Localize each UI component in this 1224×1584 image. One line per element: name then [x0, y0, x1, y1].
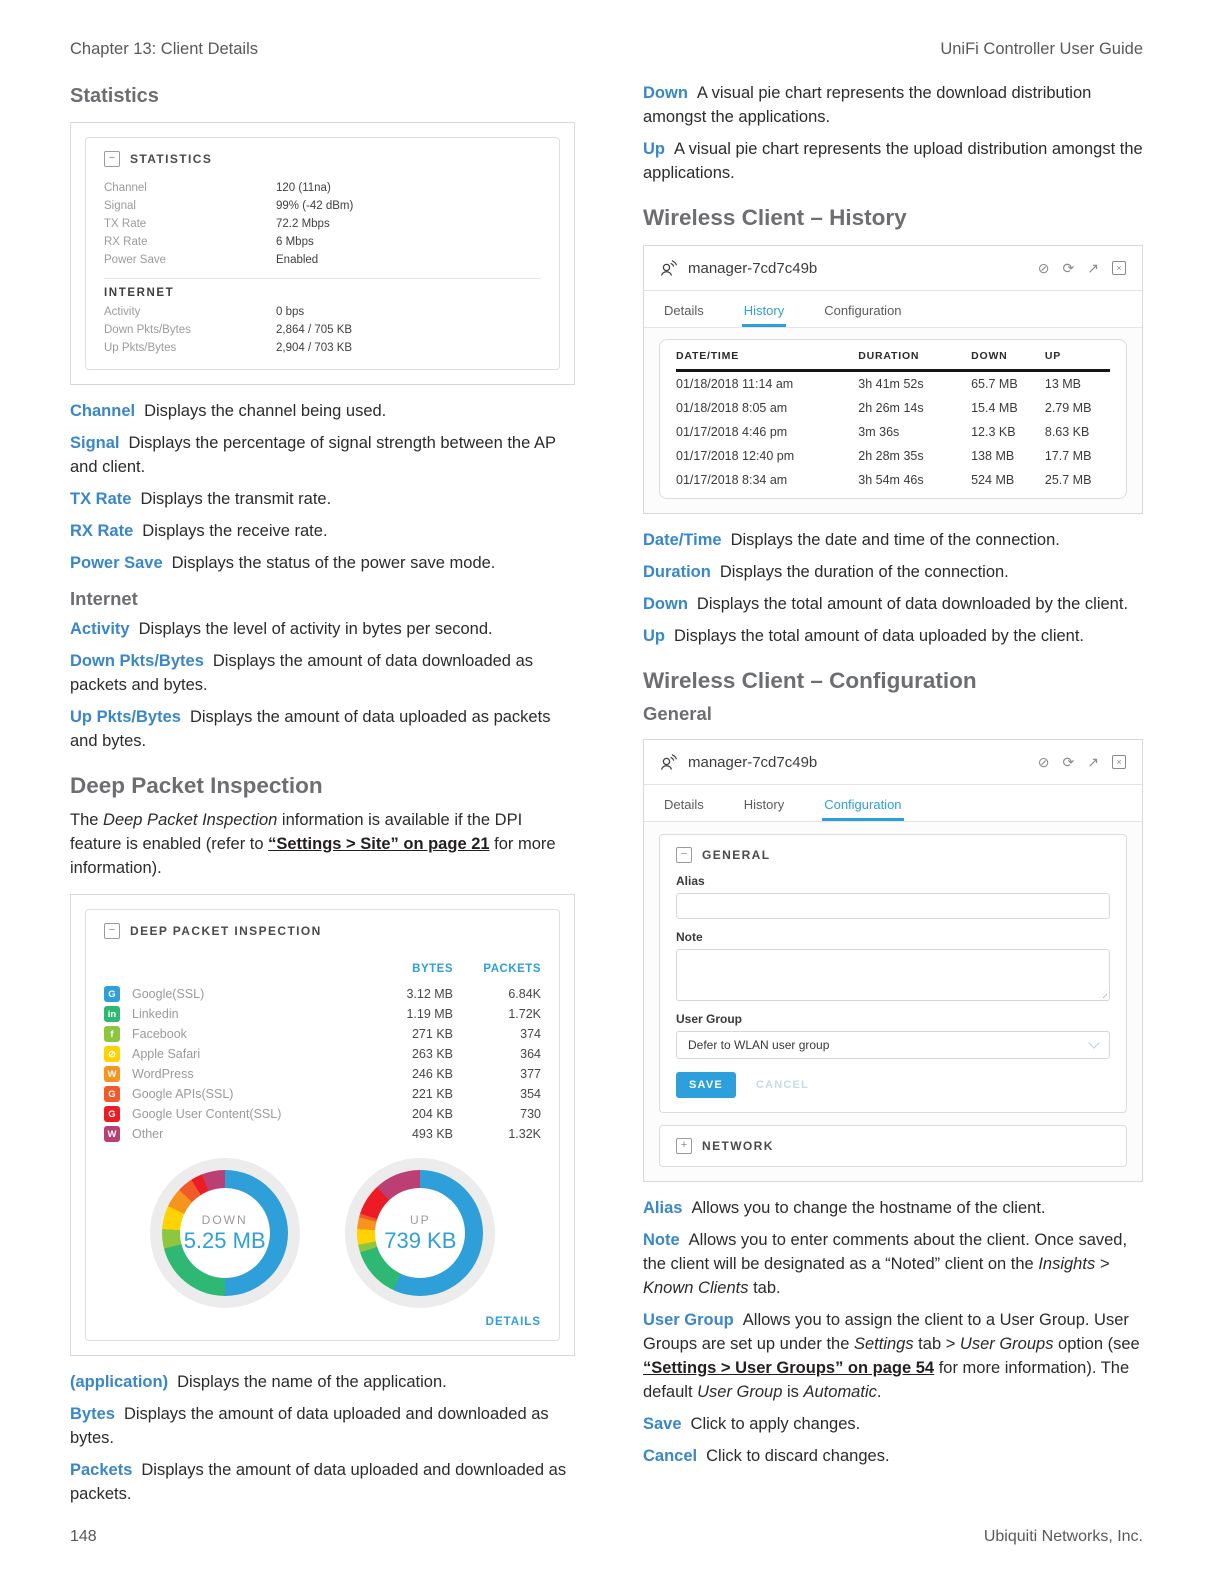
text-run: Displays the amount of data uploaded and downloaded as bytes. — [70, 1405, 549, 1447]
network-section-header — [676, 1138, 1110, 1154]
header-guide-title: UniFi Controller User Guide — [940, 40, 1143, 58]
definition — [70, 1370, 575, 1394]
history-cell: 8.63 KB — [1044, 425, 1090, 439]
definition-term: Up — [643, 627, 665, 645]
stat-row-label: Power Save — [104, 254, 167, 266]
application-icon: W — [104, 1066, 120, 1082]
packets-column-header: PACKETS — [483, 963, 541, 975]
application-name: Google(SSL) — [132, 986, 205, 1001]
history-cell: 25.7 MB — [1044, 473, 1092, 487]
history-cell: 2.79 MB — [1044, 401, 1092, 415]
text-run: Click to apply changes. — [690, 1415, 861, 1433]
dpi-donut-charts — [104, 1158, 541, 1308]
resize-grip-icon — [1099, 990, 1107, 998]
history-row — [676, 420, 1110, 444]
history-column-header: DURATION — [858, 340, 971, 371]
collapse-icon: − — [104, 923, 120, 939]
dpi-panel-title: DEEP PACKET INSPECTION — [130, 924, 322, 938]
internet-stat-row-label: Activity — [104, 306, 141, 318]
text-run: Displays the percentage of signal strength between the AP and client. — [70, 434, 556, 476]
history-cell: 15.4 MB — [971, 401, 1018, 415]
heading-statistics: Statistics — [70, 85, 159, 107]
italic-text-run: Insights > Known Clients — [643, 1255, 1110, 1297]
definition-term: Packets — [70, 1461, 133, 1479]
definition-text — [144, 402, 386, 420]
history-cell: 01/18/2018 11:14 am — [676, 377, 794, 391]
definition-text — [643, 1231, 1127, 1297]
block-client-icon: ⊘ — [1037, 260, 1050, 276]
application-icon: W — [104, 1126, 120, 1142]
definition-term: Signal — [70, 434, 120, 452]
text-run: A visual pie chart represents the upload distribution amongst the applications. — [643, 140, 1143, 182]
definition-term: Alias — [643, 1199, 683, 1217]
application-bytes: 221 KB — [411, 1087, 453, 1101]
application-name: Facebook — [132, 1026, 187, 1041]
definition-term: Note — [643, 1231, 680, 1249]
dpi-application-row — [104, 1044, 541, 1064]
heading-general: General — [643, 703, 712, 724]
definition — [70, 1402, 575, 1450]
configuration-definitions — [643, 1196, 1143, 1468]
definition-text — [70, 1405, 549, 1447]
definition-text — [697, 595, 1128, 613]
history-cell: 65.7 MB — [971, 377, 1018, 391]
history-cell: 2h 28m 35s — [858, 449, 924, 463]
definition — [643, 560, 1143, 584]
text-run: Displays the channel being used. — [144, 402, 387, 420]
alias-input — [676, 893, 1110, 919]
dpi-application-row — [104, 1104, 541, 1124]
definition-term: User Group — [643, 1311, 734, 1329]
form-buttons — [676, 1072, 1110, 1098]
text-run: Displays the level of activity in bytes per second. — [138, 620, 493, 638]
definition-term: RX Rate — [70, 522, 134, 540]
dpi-definitions — [70, 1370, 575, 1506]
internet-stat-row-label: Down Pkts/Bytes — [104, 324, 191, 336]
application-bytes: 263 KB — [411, 1047, 453, 1061]
application-icon: in — [104, 1006, 120, 1022]
two-column-layout — [0, 59, 1224, 1514]
definition-term: (application) — [70, 1373, 169, 1391]
dpi-application-row — [104, 1004, 541, 1024]
stat-row — [104, 233, 541, 251]
definition — [643, 137, 1143, 185]
definition-text — [139, 620, 493, 638]
definition — [70, 399, 575, 423]
text-run: for more information). — [70, 835, 556, 877]
upload-donut-value: 739 KB — [384, 1227, 457, 1253]
definition — [643, 1444, 1143, 1468]
definition-term: Duration — [643, 563, 711, 581]
stat-row-value: 120 (11na) — [276, 182, 331, 194]
text-run: Displays the date and time of the connection. — [730, 531, 1060, 549]
text-run: Allows you to assign the client to a User Group. User Groups are set up under the — [643, 1311, 1129, 1353]
text-run: Displays the duration of the connection. — [719, 563, 1009, 581]
dpi-panel-header — [104, 923, 541, 939]
text-run: is — [782, 1383, 804, 1401]
application-icon: G — [104, 1086, 120, 1102]
configuration-screenshot — [643, 739, 1143, 1182]
application-packets: 730 — [520, 1107, 541, 1121]
user-group-select — [676, 1031, 1110, 1059]
wireless-client-icon — [660, 753, 678, 771]
application-name: Google APIs(SSL) — [132, 1086, 234, 1101]
text-run: Displays the total amount of data uploaded by the client. — [674, 627, 1085, 645]
popout-icon: ↗ — [1087, 260, 1099, 276]
tab-details: Details — [664, 303, 704, 318]
definition-term: Bytes — [70, 1405, 115, 1423]
statistics-rows — [104, 179, 541, 269]
definition — [643, 1196, 1143, 1220]
history-column-header: DATE/TIME — [676, 340, 858, 371]
definition-text — [177, 1373, 447, 1391]
text-run: Allows you to enter comments about the client. Once saved, the client will be designated as a “Noted” client on the — [643, 1231, 1128, 1273]
application-bytes: 3.12 MB — [406, 987, 453, 1001]
text-run: . — [876, 1383, 882, 1401]
download-donut-ring — [162, 1170, 288, 1296]
history-cell: 01/18/2018 8:05 am — [676, 401, 788, 415]
definition — [643, 1228, 1143, 1300]
stat-row-label: RX Rate — [104, 236, 148, 248]
definition-text — [674, 627, 1084, 645]
text-run: Displays the transmit rate. — [140, 490, 332, 508]
heading-wireless-client-configuration: Wireless Client – Configuration — [643, 668, 977, 693]
internet-definitions — [70, 617, 575, 753]
definition-term: Up Pkts/Bytes — [70, 708, 181, 726]
history-cell: 01/17/2018 4:46 pm — [676, 425, 788, 439]
user-group-label: User Group — [676, 1012, 743, 1026]
internet-stat-row-value: 0 bps — [276, 306, 305, 318]
client-properties-window — [644, 740, 1142, 1167]
client-name: manager-7cd7c49b — [688, 753, 818, 771]
upload-donut-label: UP — [409, 1212, 431, 1227]
definition-term: TX Rate — [70, 490, 132, 508]
definition-text — [70, 434, 556, 476]
close-icon: × — [1112, 261, 1126, 275]
definition — [643, 81, 1143, 129]
history-cell: 3m 36s — [858, 425, 900, 439]
history-cell: 13 MB — [1044, 377, 1082, 391]
page-number: 148 — [70, 1528, 97, 1545]
window-actions — [1038, 261, 1126, 275]
definition-term: Activity — [70, 620, 130, 638]
text-run: Displays the amount of data uploaded as packets and bytes. — [70, 708, 551, 750]
text-run: tab > — [913, 1335, 960, 1353]
application-name: Linkedin — [132, 1006, 179, 1021]
dpi-application-list — [104, 984, 541, 1144]
definition-term: Channel — [70, 402, 136, 420]
heading-dpi: Deep Packet Inspection — [70, 773, 323, 798]
pie-chart-definitions — [643, 81, 1143, 185]
statistics-definitions — [70, 399, 575, 575]
internet-section-title: INTERNET — [104, 287, 175, 299]
internet-stat-row-value: 2,864 / 705 KB — [276, 324, 353, 336]
history-row — [676, 468, 1110, 492]
dpi-application-row — [104, 1024, 541, 1044]
statistics-panel-header — [104, 151, 541, 167]
text-run: Displays the total amount of data downloaded by the client. — [696, 595, 1129, 613]
stat-row — [104, 179, 541, 197]
history-column-header: DOWN — [971, 340, 1045, 371]
definition-term: Down Pkts/Bytes — [70, 652, 204, 670]
publisher: Ubiquiti Networks, Inc. — [983, 1528, 1143, 1545]
history-column-header: UP — [1045, 340, 1110, 371]
window-titlebar — [644, 740, 1142, 785]
definition — [70, 705, 575, 753]
application-name: Apple Safari — [132, 1046, 201, 1061]
network-section-title: NETWORK — [702, 1139, 774, 1153]
window-tabs — [644, 785, 1142, 822]
stat-row-label: Signal — [104, 200, 136, 212]
application-packets: 364 — [520, 1047, 541, 1061]
dpi-screenshot — [70, 894, 575, 1356]
stat-row-label: TX Rate — [104, 218, 147, 230]
stat-row-value: Enabled — [276, 254, 319, 266]
client-name: manager-7cd7c49b — [688, 259, 818, 277]
definition — [70, 487, 575, 511]
dpi-column-headers — [104, 963, 541, 975]
download-donut-chart — [150, 1158, 300, 1308]
close-icon: × — [1112, 755, 1126, 769]
text-run: Allows you to change the hostname of the client. — [691, 1199, 1046, 1217]
stat-row-value: 72.2 Mbps — [276, 218, 330, 230]
window-tabs — [644, 291, 1142, 328]
application-bytes: 493 KB — [411, 1127, 453, 1141]
internet-stat-row — [104, 303, 541, 321]
general-section — [659, 834, 1127, 1113]
tab-configuration: Configuration — [822, 785, 903, 821]
application-bytes: 1.19 MB — [406, 1007, 453, 1021]
application-packets: 374 — [520, 1027, 541, 1041]
statistics-panel — [85, 137, 560, 370]
reconnect-icon: ⟳ — [1062, 260, 1075, 276]
tab-history: History — [742, 291, 786, 327]
divider — [104, 278, 541, 279]
definition-text — [691, 1415, 861, 1433]
alias-label: Alias — [676, 874, 705, 888]
note-textarea — [676, 949, 1110, 1001]
internet-rows — [104, 303, 541, 357]
definition — [70, 431, 575, 479]
block-client-icon: ⊘ — [1037, 754, 1050, 770]
definition-term: Power Save — [70, 554, 163, 572]
definition-term: Cancel — [643, 1447, 698, 1465]
definition-text — [172, 554, 496, 572]
history-cell: 2h 26m 14s — [858, 401, 924, 415]
text-run: A visual pie chart represents the download distribution amongst the applications. — [643, 84, 1092, 126]
heading-wireless-client-history: Wireless Client – History — [643, 205, 907, 230]
definition-text — [731, 531, 1060, 549]
definition — [643, 1412, 1143, 1436]
history-cell: 12.3 KB — [971, 425, 1016, 439]
history-cell: 01/17/2018 12:40 pm — [676, 449, 795, 463]
save-button: SAVE — [676, 1072, 736, 1098]
italic-text-run: User Groups — [959, 1335, 1054, 1353]
text-run: Displays the name of the application. — [177, 1373, 447, 1391]
text-run: Displays the receive rate. — [142, 522, 328, 540]
application-packets: 1.32K — [508, 1127, 541, 1141]
definition-term: Down — [643, 595, 688, 613]
italic-text-run: User Group — [697, 1383, 783, 1401]
upload-donut-ring — [357, 1170, 483, 1296]
definition — [70, 649, 575, 697]
definition — [643, 528, 1143, 552]
application-packets: 354 — [520, 1087, 541, 1101]
tab-configuration: Configuration — [824, 303, 902, 318]
upload-donut-chart — [345, 1158, 495, 1308]
reconnect-icon: ⟳ — [1062, 754, 1075, 770]
general-section-title: GENERAL — [702, 848, 771, 862]
history-row — [676, 396, 1110, 420]
dpi-intro-paragraph — [70, 808, 575, 880]
application-packets: 377 — [520, 1067, 541, 1081]
details-link: DETAILS — [485, 1316, 541, 1328]
application-name: Google User Content(SSL) — [132, 1106, 282, 1121]
internet-stat-row-label: Up Pkts/Bytes — [104, 342, 177, 354]
dpi-panel — [85, 909, 560, 1341]
text-run: information is available if the DPI feature is enabled (refer to — [70, 811, 523, 853]
italic-text-run: Deep Packet Inspection — [103, 811, 278, 829]
user-group-selected-value: Defer to WLAN user group — [688, 1038, 830, 1052]
dpi-application-row — [104, 1064, 541, 1084]
window-actions — [1038, 755, 1126, 769]
text-run: Displays the amount of data uploaded and downloaded as packets. — [70, 1461, 567, 1503]
tab-history: History — [743, 797, 785, 812]
client-properties-window — [644, 246, 1142, 499]
tab-details: Details — [664, 797, 704, 812]
download-donut-label: DOWN — [201, 1212, 248, 1227]
upload-donut-center — [375, 1188, 465, 1278]
cancel-button: CANCEL — [755, 1079, 809, 1091]
history-cell: 01/17/2018 8:34 am — [676, 473, 788, 487]
application-bytes: 204 KB — [411, 1107, 453, 1121]
network-section — [659, 1125, 1127, 1167]
download-donut-value: 5.25 MB — [183, 1227, 266, 1253]
stat-row — [104, 215, 541, 233]
definition-text — [643, 84, 1091, 126]
application-bytes: 246 KB — [411, 1067, 453, 1081]
history-screenshot — [643, 245, 1143, 514]
text-run: Click to discard changes. — [706, 1447, 890, 1465]
application-packets: 1.72K — [508, 1007, 541, 1021]
internet-stat-row-value: 2,904 / 703 KB — [276, 342, 353, 354]
text-run: tab. — [748, 1279, 781, 1297]
stat-row-value: 6 Mbps — [276, 236, 314, 248]
chevron-down-icon — [1088, 1037, 1099, 1048]
header-chapter-title: Chapter 13: Client Details — [70, 40, 259, 58]
definition-text — [70, 1461, 566, 1503]
definition-text — [643, 140, 1143, 182]
heading-internet: Internet — [70, 588, 138, 609]
statistics-panel-title: STATISTICS — [130, 152, 213, 166]
definition — [70, 617, 575, 641]
application-bytes: 271 KB — [411, 1027, 453, 1041]
popout-icon: ↗ — [1087, 754, 1099, 770]
history-table-container — [659, 339, 1127, 499]
internet-stat-row — [104, 339, 541, 357]
internet-stat-row — [104, 321, 541, 339]
application-icon: f — [104, 1026, 120, 1042]
stat-row-value: 99% (-42 dBm) — [276, 200, 354, 212]
left-column — [70, 59, 575, 1514]
dpi-application-row — [104, 1084, 541, 1104]
definition — [643, 592, 1143, 616]
history-cell: 3h 41m 52s — [858, 377, 924, 391]
collapse-icon: − — [676, 847, 692, 863]
definition — [70, 551, 575, 575]
definition — [70, 519, 575, 543]
history-row — [676, 444, 1110, 468]
stat-row — [104, 251, 541, 269]
history-cell: 138 MB — [971, 449, 1015, 463]
definition-term: Down — [643, 84, 688, 102]
application-packets: 6.84K — [508, 987, 541, 1001]
definition-text — [140, 490, 331, 508]
note-label: Note — [676, 930, 703, 944]
definition — [643, 1308, 1143, 1404]
italic-text-run: Settings — [853, 1335, 914, 1353]
dpi-application-row — [104, 1124, 541, 1144]
cross-reference-link[interactable]: “Settings > User Groups” on page 54 — [643, 1359, 935, 1377]
collapse-icon: − — [104, 151, 120, 167]
definition-text — [720, 563, 1009, 581]
application-name: WordPress — [132, 1066, 194, 1081]
definition-text — [691, 1199, 1045, 1217]
dpi-application-row — [104, 984, 541, 1004]
history-row — [676, 371, 1110, 397]
text-run: Displays the amount of data downloaded as packets and bytes. — [70, 652, 533, 694]
history-cell: 17.7 MB — [1044, 449, 1092, 463]
application-icon: ⊘ — [104, 1046, 120, 1062]
application-icon: G — [104, 1106, 120, 1122]
definition-text — [142, 522, 327, 540]
cross-reference-link[interactable]: “Settings > Site” on page 21 — [268, 835, 490, 853]
history-cell: 3h 54m 46s — [858, 473, 924, 487]
expand-icon: + — [676, 1138, 692, 1154]
italic-text-run: Automatic — [803, 1383, 877, 1401]
general-section-header — [676, 847, 1110, 863]
history-table — [676, 340, 1110, 492]
text-run: The — [70, 811, 104, 829]
statistics-screenshot — [70, 122, 575, 385]
history-definitions — [643, 528, 1143, 648]
definition-text — [706, 1447, 889, 1465]
application-icon: G — [104, 986, 120, 1002]
history-cell: 524 MB — [971, 473, 1015, 487]
definition — [643, 624, 1143, 648]
page-footer — [0, 1528, 1224, 1584]
definition-term: Date/Time — [643, 531, 722, 549]
stat-row-label: Channel — [104, 182, 147, 194]
application-name: Other — [132, 1126, 164, 1141]
definition-term: Up — [643, 140, 665, 158]
text-run: option (see — [1053, 1335, 1140, 1353]
definition — [70, 1458, 575, 1506]
text-run: for more information). The default — [643, 1359, 1130, 1401]
wireless-client-icon — [660, 259, 678, 277]
stat-row — [104, 197, 541, 215]
window-titlebar — [644, 246, 1142, 291]
bytes-column-header: BYTES — [412, 963, 453, 975]
page-header — [0, 0, 1224, 59]
definition-term: Save — [643, 1415, 682, 1433]
right-column — [643, 59, 1143, 1514]
download-donut-center — [180, 1188, 270, 1278]
text-run: Displays the status of the power save mode. — [171, 554, 496, 572]
